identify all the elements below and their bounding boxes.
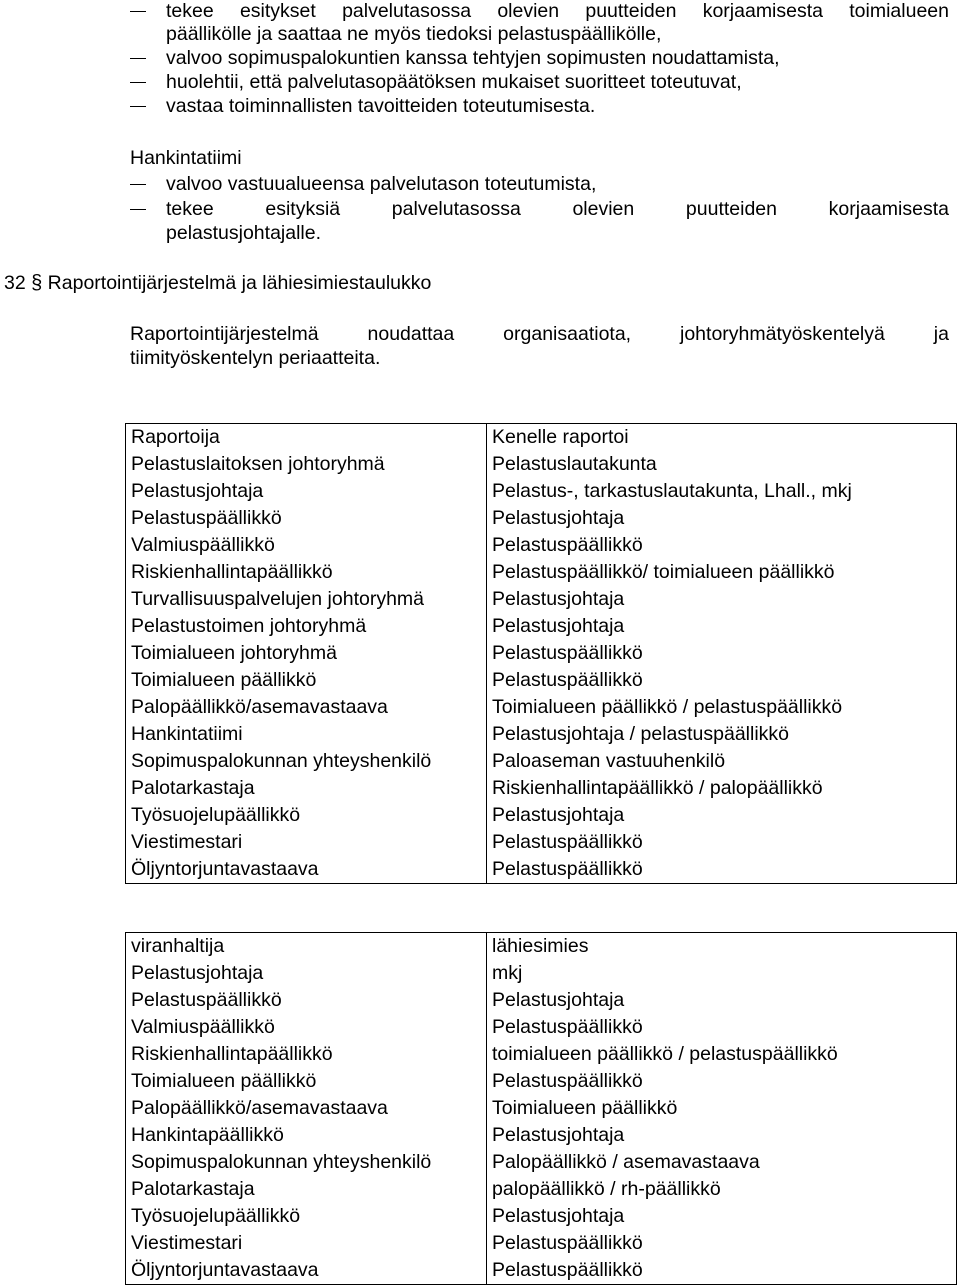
bullet-word: korjaamisesta bbox=[702, 0, 823, 22]
supervisor-table-supervisor-cell: Pelastuspäällikkö bbox=[492, 1070, 643, 1092]
reporting-table-recipient-cell: Pelastusjohtaja bbox=[492, 588, 625, 610]
hankintatiimi-heading: Hankintatiimi bbox=[130, 147, 242, 169]
supervisor-table-supervisor-cell: palopäällikkö / rh-päällikkö bbox=[492, 1178, 721, 1200]
reporting-table-reporter-cell: Sopimuspalokunnan yhteyshenkilö bbox=[131, 750, 432, 772]
reporting-table-reporter-cell: Työsuojelupäällikkö bbox=[131, 804, 301, 826]
reporting-table-header-raportoija: Raportoija bbox=[131, 426, 220, 448]
reporting-table-reporter-cell: Turvallisuuspalvelujen johtoryhmä bbox=[131, 588, 425, 610]
hankintatiimi-word: korjaamisesta bbox=[828, 198, 949, 220]
reporting-table-reporter-cell: Pelastuslaitoksen johtoryhmä bbox=[131, 453, 385, 475]
supervisor-table-official-cell: Palopäällikkö/asemavastaava bbox=[131, 1097, 388, 1119]
reporting-table-recipient-cell: Pelastusjohtaja bbox=[492, 615, 625, 637]
reporting-table-recipient-cell: Pelastuspäällikkö bbox=[492, 669, 643, 691]
reporting-table-recipient-cell: Pelastuspäällikkö bbox=[492, 831, 643, 853]
section-paragraph-word: ja bbox=[933, 323, 949, 345]
bullet-item-continuation: päällikölle ja saattaa ne myös tiedoksi pelastuspäällikölle, bbox=[166, 23, 662, 45]
supervisor-table-row bbox=[126, 933, 957, 1285]
bullet-item-justified bbox=[166, 0, 949, 23]
reporting-table-reporter-cell: Viestimestari bbox=[131, 831, 243, 853]
supervisor-table-header-lahiesimies: lähiesimies bbox=[492, 935, 589, 957]
section-sign: § bbox=[31, 272, 43, 294]
bullet-word: tekee bbox=[166, 0, 214, 22]
reporting-table-recipient-cell: Paloaseman vastuuhenkilö bbox=[492, 750, 726, 772]
hankintatiimi-word: puutteiden bbox=[685, 198, 777, 220]
reporting-table-recipient-cell: Pelastuspäällikkö bbox=[492, 534, 643, 556]
reporting-table-recipient-cell: Pelastuspäällikkö bbox=[492, 858, 643, 880]
bullet-word: puutteiden bbox=[585, 0, 677, 22]
section-paragraph-word: johtoryhmätyöskentelyä bbox=[680, 323, 885, 345]
reporting-table bbox=[125, 423, 957, 884]
supervisor-table-supervisor-cell: toimialueen päällikkö / pelastuspäällikkö bbox=[492, 1043, 838, 1065]
reporting-table-reporter-cell: Pelastustoimen johtoryhmä bbox=[131, 615, 367, 637]
reporting-table-recipient-cell: Riskienhallintapäällikkö / palopäällikkö bbox=[492, 777, 823, 799]
reporting-table-recipient-cell: Pelastus-, tarkastuslautakunta, Lhall., mkj bbox=[492, 480, 852, 502]
reporting-table-left-col bbox=[126, 424, 487, 884]
supervisor-table-official-cell: Pelastusjohtaja bbox=[131, 962, 264, 984]
reporting-table-reporter-cell: Pelastusjohtaja bbox=[131, 480, 264, 502]
section-paragraph-continuation: tiimityöskentelyn periaatteita. bbox=[130, 347, 381, 369]
bullet-word: toimialueen bbox=[849, 0, 949, 22]
reporting-table-reporter-cell: Pelastuspäällikkö bbox=[131, 507, 282, 529]
supervisor-table-supervisor-cell: Toimialueen päällikkö bbox=[492, 1097, 678, 1119]
supervisor-table-supervisor-cell: Pelastuspäällikkö bbox=[492, 1259, 643, 1281]
bullet-word: esitykset bbox=[239, 0, 316, 22]
supervisor-table-right-col bbox=[487, 933, 957, 1285]
bullet-word: olevien bbox=[497, 0, 560, 22]
supervisor-table-supervisor-cell: mkj bbox=[492, 962, 523, 984]
bullet-item: huolehtii, että palvelutasopäätöksen mukaiset suoritteet toteutuvat, bbox=[166, 71, 742, 93]
reporting-table-recipient-cell: Pelastuspäällikkö bbox=[492, 642, 643, 664]
section-heading bbox=[4, 271, 431, 295]
supervisor-table-official-cell: Riskienhallintapäällikkö bbox=[131, 1043, 333, 1065]
supervisor-table-supervisor-cell: Pelastuspäällikkö bbox=[492, 1016, 643, 1038]
reporting-table-reporter-cell: Palopäällikkö/asemavastaava bbox=[131, 696, 388, 718]
reporting-table-row bbox=[126, 424, 957, 884]
hankintatiimi-word: olevien bbox=[572, 198, 635, 220]
bullet-item: vastaa toiminnallisten tavoitteiden toteutumisesta. bbox=[166, 95, 596, 117]
reporting-table-reporter-cell: Toimialueen päällikkö bbox=[131, 669, 317, 691]
hankintatiimi-item-continuation: pelastusjohtajalle. bbox=[166, 222, 322, 244]
reporting-table-recipient-cell: Pelastusjohtaja bbox=[492, 804, 625, 826]
supervisor-table-official-cell: Työsuojelupäällikkö bbox=[131, 1205, 301, 1227]
section-paragraph-word: noudattaa bbox=[367, 323, 455, 345]
hankintatiimi-word: tekee bbox=[166, 198, 214, 220]
bullet-item: valvoo sopimuspalokuntien kanssa tehtyjen sopimusten noudattamista, bbox=[166, 47, 780, 69]
reporting-table-reporter-cell: Palotarkastaja bbox=[131, 777, 255, 799]
supervisor-table-official-cell: Pelastuspäällikkö bbox=[131, 989, 282, 1011]
reporting-table-reporter-cell: Riskienhallintapäällikkö bbox=[131, 561, 333, 583]
section-paragraph-justified bbox=[130, 322, 949, 346]
section-title: Raportointijärjestelmä ja lähiesimiestaulukko bbox=[47, 272, 432, 294]
supervisor-table bbox=[125, 932, 957, 1285]
supervisor-table-official-cell: Öljyntorjuntavastaava bbox=[131, 1259, 319, 1281]
supervisor-table-supervisor-cell: Pelastusjohtaja bbox=[492, 989, 625, 1011]
supervisor-table-official-cell: Palotarkastaja bbox=[131, 1178, 255, 1200]
reporting-table-recipient-cell: Pelastusjohtaja / pelastuspäällikkö bbox=[492, 723, 790, 745]
supervisor-table-supervisor-cell: Pelastuspäällikkö bbox=[492, 1232, 643, 1254]
hankintatiimi-word: palvelutasossa bbox=[391, 198, 521, 220]
reporting-table-recipient-cell: Pelastusjohtaja bbox=[492, 507, 625, 529]
supervisor-table-official-cell: Viestimestari bbox=[131, 1232, 243, 1254]
bullet-word: palvelutasossa bbox=[342, 0, 472, 22]
bullet-dash bbox=[130, 58, 146, 59]
reporting-table-recipient-cell: Pelastuslautakunta bbox=[492, 453, 657, 475]
reporting-table-reporter-cell: Öljyntorjuntavastaava bbox=[131, 858, 319, 880]
reporting-table-recipient-cell: Pelastuspäällikkö/ toimialueen päällikkö bbox=[492, 561, 835, 583]
supervisor-table-official-cell: Hankintapäällikkö bbox=[131, 1124, 284, 1146]
reporting-table-reporter-cell: Toimialueen johtoryhmä bbox=[131, 642, 337, 664]
bullet-dash bbox=[130, 209, 146, 210]
hankintatiimi-item: valvoo vastuualueensa palvelutason toteutumista, bbox=[166, 173, 597, 195]
bullet-dash bbox=[130, 106, 146, 107]
reporting-table-recipient-cell: Toimialueen päällikkö / pelastuspäällikkö bbox=[492, 696, 843, 718]
supervisor-table-official-cell: Toimialueen päällikkö bbox=[131, 1070, 317, 1092]
supervisor-table-official-cell: Sopimuspalokunnan yhteyshenkilö bbox=[131, 1151, 432, 1173]
section-paragraph-word: organisaatiota, bbox=[503, 323, 632, 345]
hankintatiimi-item-justified bbox=[166, 197, 949, 221]
reporting-table-header-kenelle: Kenelle raportoi bbox=[492, 426, 629, 448]
supervisor-table-supervisor-cell: Pelastusjohtaja bbox=[492, 1205, 625, 1227]
reporting-table-reporter-cell: Valmiuspäällikkö bbox=[131, 534, 275, 556]
reporting-table-right-col bbox=[487, 424, 957, 884]
supervisor-table-supervisor-cell: Palopäällikkö / asemavastaava bbox=[492, 1151, 760, 1173]
supervisor-table-official-cell: Valmiuspäällikkö bbox=[131, 1016, 275, 1038]
supervisor-table-supervisor-cell: Pelastusjohtaja bbox=[492, 1124, 625, 1146]
bullet-dash bbox=[130, 184, 146, 185]
supervisor-table-header-viranhaltija: viranhaltija bbox=[131, 935, 225, 957]
reporting-table-reporter-cell: Hankintatiimi bbox=[131, 723, 243, 745]
bullet-dash bbox=[130, 82, 146, 83]
section-number: 32 bbox=[4, 272, 26, 294]
section-paragraph-word: Raportointijärjestelmä bbox=[130, 323, 319, 345]
bullet-dash bbox=[130, 11, 146, 12]
supervisor-table-left-col bbox=[126, 933, 487, 1285]
hankintatiimi-word: esityksiä bbox=[265, 198, 341, 220]
